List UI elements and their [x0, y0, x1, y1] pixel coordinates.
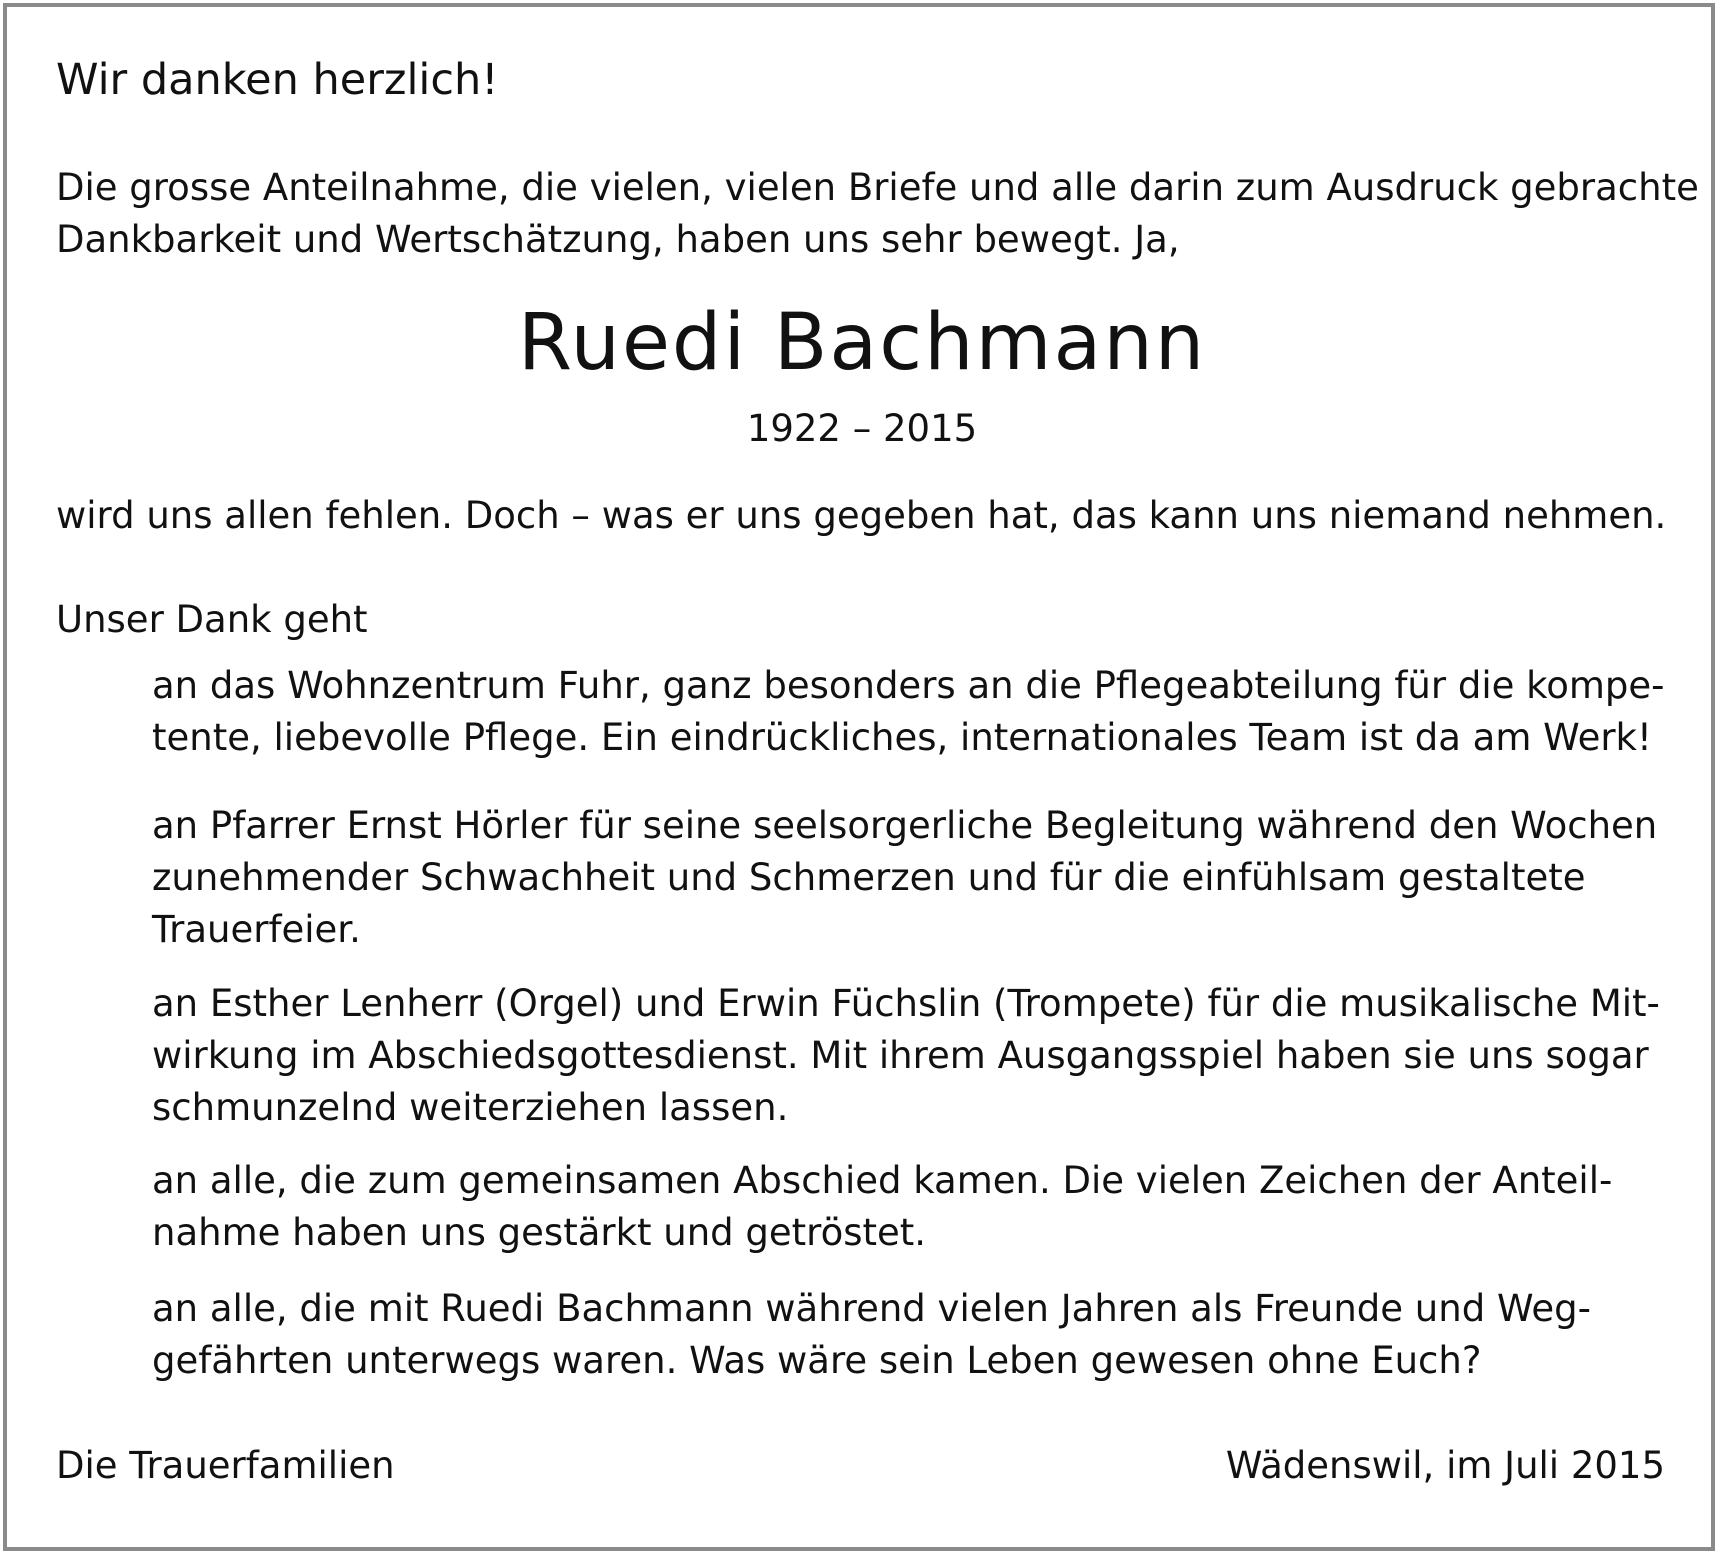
thanks-item-line: gefährten unterwegs waren. Was wäre sein Leben gewesen ohne Euch? — [152, 1339, 1482, 1382]
signature: Die Trauerfamilien — [56, 1444, 395, 1487]
thanks-item-line: Trauerfeier. — [152, 908, 361, 951]
intro-line: Dankbarkeit und Wertschätzung, haben uns sehr bewegt. Ja, — [56, 218, 1180, 261]
intro-line: Die grosse Anteilnahme, die vielen, vielen Briefe und alle darin zum Ausdruck gebrachte — [56, 166, 1699, 209]
after-name-sentence: wird uns allen fehlen. Doch – was er uns gegeben hat, das kann uns niemand nehmen. — [56, 494, 1667, 537]
thanks-item — [152, 660, 1672, 764]
thanks-item — [152, 800, 1672, 956]
intro-paragraph — [56, 162, 1699, 266]
thanks-item — [152, 1283, 1672, 1387]
thanks-item-line: schmunzelnd weiterziehen lassen. — [152, 1086, 789, 1129]
thanks-item-line: zunehmender Schwachheit und Schmerzen und für die einfühlsam gestaltete — [152, 856, 1586, 899]
notice-heading: Wir danken herzlich! — [56, 55, 499, 105]
thanks-item-line: tente, liebevolle Pflege. Ein eindrückliches, internationales Team ist da am Werk! — [152, 716, 1652, 759]
place-date: Wädenswil, im Juli 2015 — [1225, 1444, 1665, 1487]
thanks-item-line: an Pfarrer Ernst Hörler für seine seelsorgerliche Begleitung während den Wochen — [152, 804, 1658, 847]
thanks-item — [152, 1155, 1672, 1259]
thanks-item-line: an Esther Lenherr (Orgel) und Erwin Füchslin (Trompete) für die musikalische Mit- — [152, 982, 1660, 1025]
deceased-name: Ruedi Bachmann — [517, 298, 1207, 388]
thanks-item-line: an das Wohnzentrum Fuhr, ganz besonders an die Pflegeabteilung für die kompe- — [152, 664, 1665, 707]
thanks-item-line: an alle, die zum gemeinsamen Abschied kamen. Die vielen Zeichen der Anteil- — [152, 1159, 1613, 1202]
thanks-item-line: wirkung im Abschiedsgottesdienst. Mit ihrem Ausgangsspiel haben sie uns sogar — [152, 1034, 1649, 1077]
thanks-item — [152, 978, 1672, 1134]
thanks-item-line: nahme haben uns gestärkt und getröstet. — [152, 1211, 927, 1254]
deceased-years: 1922 – 2015 — [746, 407, 978, 450]
thanks-intro: Unser Dank geht — [56, 598, 368, 641]
thanks-item-line: an alle, die mit Ruedi Bachmann während vielen Jahren als Freunde und Weg- — [152, 1287, 1591, 1330]
